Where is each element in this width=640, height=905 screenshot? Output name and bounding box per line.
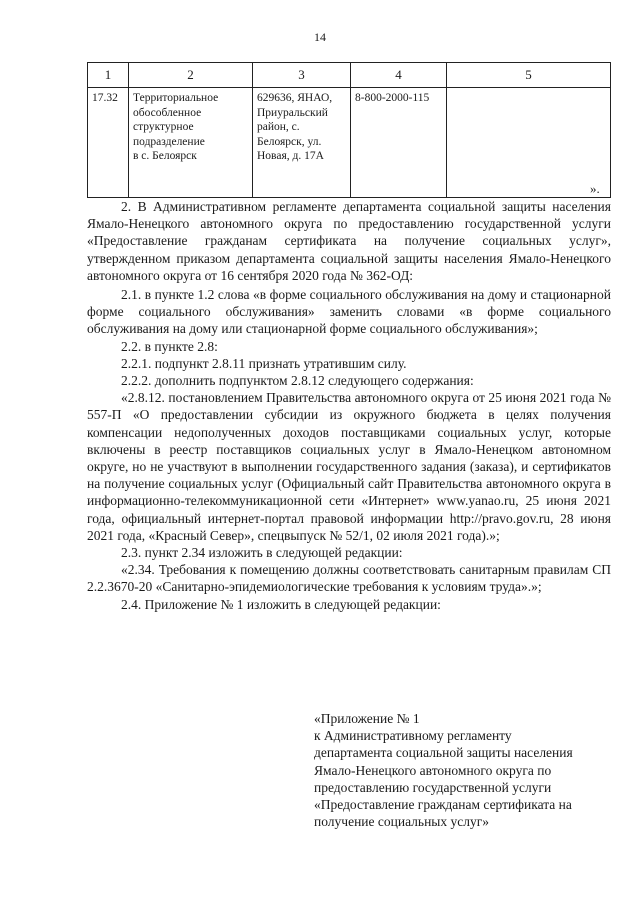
paragraph: 2.2.2. дополнить подпунктом 2.8.12 следующего содержания: [121, 373, 474, 389]
row-number-cell: 17.32 [88, 88, 129, 198]
document-body [87, 198, 611, 613]
table-header-cell: 4 [351, 63, 447, 88]
appendix-line: «Предоставление гражданам сертификата на [314, 797, 572, 813]
paragraph: 2. В Административном регламенте департамента социальной защиты населения Ямало-Ненецкого автономного округа по предоставлению государственной услуги «Предоставление гражданам сертификата на получение социальных услуг», утвержденном приказом департамента социальной защиты населения Ямало-Ненецкого автономного округа от 16 сентября 2020 года № 362-ОД: [87, 199, 611, 283]
table-header-row [88, 63, 611, 88]
table-header-cell: 2 [129, 63, 253, 88]
paragraph: 2.2.1. подпункт 2.8.11 признать утратившим силу. [121, 355, 407, 371]
cell-line: в с. Белоярск [133, 150, 197, 162]
cell-line: Новая, д. 17А [257, 150, 324, 162]
paragraph: 2.3. пункт 2.34 изложить в следующей редакции: [121, 545, 403, 561]
paragraph: 2.2. в пункте 2.8: [121, 338, 218, 354]
appendix-line: «Приложение № 1 [314, 711, 420, 726]
table-header-cell: 5 [447, 63, 611, 88]
appendix-line: Ямало-Ненецкого автономного округа по [314, 762, 552, 778]
cell-line: Приуральский [257, 106, 328, 119]
cell-line: структурное [133, 121, 194, 133]
appendix-line: получение социальных услуг» [314, 814, 490, 830]
paragraph: «2.8.12. постановлением Правительства автономного округа от 25 июня 2021 года № 557-П «О предоставлении субсидии из окружного бюджета в целях получения компенсации недополученных доходов поставщиками социальных услуг, которые включены в реестр поставщиков социальных услуг в Ямало-Ненецком автономном округе, но не участвуют в выполнении государственного задания (заказа), и сертификатов на получение социальных услуг (Официальный сайт Правительства автономного округа в информационно-телекоммуникационной сети «Интернет» www.yanao.ru, 25 июня 2021 года, официальный интернет-портал правовой информации http://pravo.gov.ru, 28 июня 2021 года, «Красный Север», спецвыпуск № 52/1, 02 июля 2021 года).»; [87, 390, 611, 543]
cell-line: 629636, ЯНАО, [257, 92, 333, 104]
row-phone-cell: 8-800-2000-115 [351, 88, 447, 198]
appendix-line: департамента социальной защиты населения [314, 745, 573, 761]
appendix-line: предоставлению государственной услуги [314, 779, 552, 795]
table-header-cell: 1 [88, 63, 129, 88]
cell-line: обособленное [133, 106, 202, 119]
closing-quote: ». [590, 181, 600, 196]
paragraph: 2.4. Приложение № 1 изложить в следующей редакции: [121, 596, 441, 612]
cell-line: Территориальное [133, 92, 219, 104]
paragraph: 2.1. в пункте 1.2 слова «в форме социального обслуживания на дому и стационарной форме социального обслуживания» заменить словами «в форме социального обслуживания на дому или стационарной форме социального обслуживания»; [87, 287, 611, 337]
table-row [88, 88, 611, 198]
cell-line: район, с. [257, 121, 300, 133]
table-header-cell: 3 [253, 63, 351, 88]
cell-line: Белоярск, ул. [257, 135, 322, 148]
cell-line: подразделение [133, 135, 205, 148]
appendix-line: к Административному регламенту [314, 728, 512, 744]
paragraph: «2.34. Требования к помещению должны соответствовать санитарным правилам СП 2.2.3670-20 «Санитарно-эпидемиологические требования к условиям труда».»; [87, 562, 611, 595]
appendix-heading [314, 710, 614, 830]
row-address-cell [253, 88, 351, 198]
services-table [87, 62, 611, 198]
page-number: 14 [314, 30, 326, 44]
row-empty-cell [447, 88, 611, 198]
row-name-cell [129, 88, 253, 198]
